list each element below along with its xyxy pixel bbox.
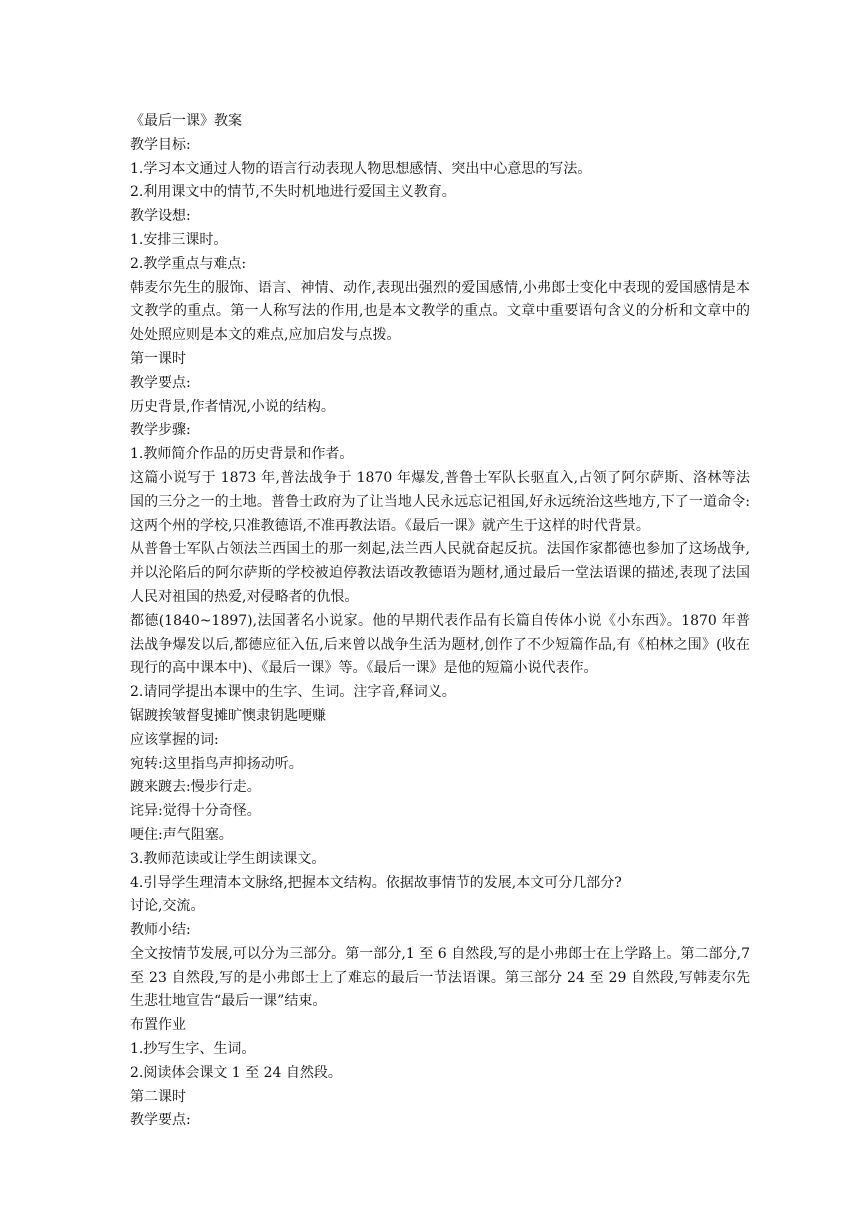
teaching-points-1: 历史背景,作者情况,小说的结构。 [130, 398, 335, 415]
author-paragraph: 都德(1840~1897),法国著名小说家。他的早期代表作品有长篇自传体小说《小东西》。1870 年普法战争爆发以后,都德应征入伍,后来曾以战争生活为题材,创作了不少短篇作品,有《柏林之围》(收在现行的高中课本中)、《最后一课》等。《最后一课》是他的短篇小说代表作。 [130, 612, 750, 677]
key-points-paragraph: 韩麦尔先生的服饰、语言、神情、动作,表现出强烈的爱国感情,小弗郎士变化中表现的爱国感情是本文教学的重点。第一人称写法的作用,也是本文教学的重点。文章中重要语句含义的分析和文章中的处处照应则是本文的难点,应加启发与点拨。 [130, 279, 750, 344]
background-paragraph-1: 这篇小说写于 1873 年,普法战争于 1870 年爆发,普鲁士军队长驱直入,占领了阿尔萨斯、洛林等法国的三分之一的土地。普鲁士政府为了让当地人民永远忘记祖国,好永远统治这些地方,下了一道命令:这两个州的学校,只准教德语,不准再教法语。《最后一课》就产生于这样的时代背景。 [130, 469, 750, 534]
heading-words: 应该掌握的词: [130, 731, 219, 748]
homework-item-2: 2.阅读体会课文 1 至 24 自然段。 [130, 1064, 342, 1081]
goal-item-1: 1.学习本文通过人物的语言行动表现人物思想感情、突出中心意思的写法。 [130, 160, 592, 177]
step-3: 3.教师范读或让学生朗读课文。 [130, 850, 326, 867]
heading-teaching-steps: 教学步骤: [130, 422, 191, 439]
step-1: 1.教师简介作品的历史背景和作者。 [130, 446, 354, 463]
summary-paragraph: 全文按情节发展,可以分为三部分。第一部分,1 至 6 自然段,写的是小弗郎士在上学路上。第二部分,7 至 23 自然段,写的是小弗郎士上了难忘的最后一节法语课。第三部分 24 至 29 自然段,写韩麦尔先生悲壮地宣告“最后一课”结束。 [130, 945, 750, 1010]
goal-item-2: 2.利用课文中的情节,不失时机地进行爱国主义教育。 [130, 184, 456, 201]
lesson-2-heading: 第二课时 [130, 1088, 186, 1105]
heading-teaching-goals: 教学目标: [130, 136, 191, 153]
design-item-1: 1.安排三课时。 [130, 231, 228, 248]
document-page [130, 110, 750, 1133]
step-4: 4.引导学生理清本文脉络,把握本文结构。依据故事情节的发展,本文可分几部分? [130, 874, 622, 891]
homework-item-1: 1.抄写生字、生词。 [130, 1041, 256, 1058]
word-item-2: 踱来踱去:慢步行走。 [130, 779, 261, 796]
document-title: 《最后一课》教案 [130, 113, 242, 129]
word-item-4: 哽住:声气阻塞。 [130, 826, 233, 843]
step-2: 2.请同学提出本课中的生字、生词。注字音,释词义。 [130, 684, 456, 701]
heading-teaching-design: 教学设想: [130, 208, 191, 225]
lesson-1-heading: 第一课时 [130, 350, 186, 367]
heading-teaching-points-1: 教学要点: [130, 374, 191, 391]
new-characters: 锯踱挨皱督叟摊旷懊隶钥匙哽赚 [130, 707, 326, 724]
heading-teaching-points-2: 教学要点: [130, 1112, 191, 1129]
word-item-3: 诧异:觉得十分奇怪。 [130, 803, 261, 820]
discussion-note: 讨论,交流。 [130, 898, 205, 915]
word-item-1: 宛转:这里指鸟声抑扬动听。 [130, 755, 303, 772]
heading-teacher-summary: 教师小结: [130, 922, 191, 939]
design-item-2: 2.教学重点与难点: [130, 255, 247, 272]
background-paragraph-2: 从普鲁士军队占领法兰西国土的那一刻起,法兰西人民就奋起反抗。法国作家都德也参加了这场战争,并以沦陷后的阿尔萨斯的学校被迫停教法语改教德语为题材,通过最后一堂法语课的描述,表现了法国人民对祖国的热爱,对侵略者的仇恨。 [130, 541, 750, 605]
heading-homework: 布置作业 [130, 1017, 186, 1034]
